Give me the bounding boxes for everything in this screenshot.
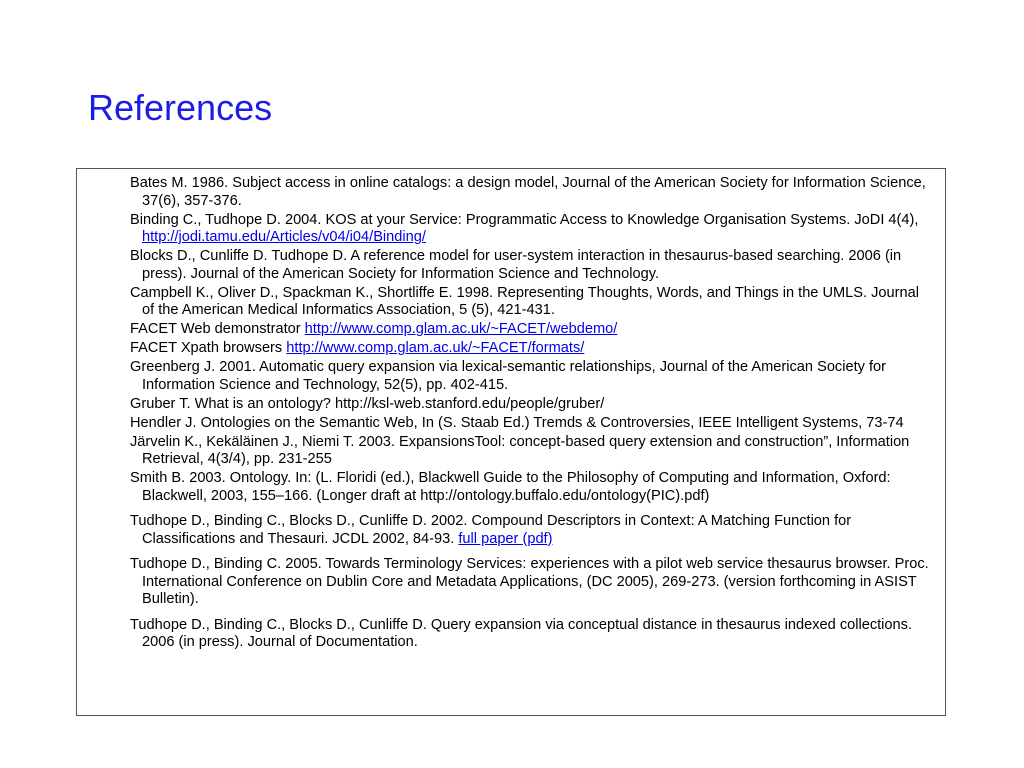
reference-text: Binding C., Tudhope D. 2004. KOS at your Service: Programmatic Access to Knowledge Organisation Systems. JoDI 4(4), xyxy=(130,211,919,228)
reference-text: FACET Xpath browsers xyxy=(130,340,287,356)
reference-item xyxy=(130,321,935,339)
reference-link[interactable]: http://jodi.tamu.edu/Articles/v04/i04/Binding/ xyxy=(142,229,426,245)
page-title: References xyxy=(88,87,273,128)
reference-link[interactable]: http://www.comp.glam.ac.uk/~FACET/formats/ xyxy=(286,340,585,356)
reference-link[interactable]: http://www.comp.glam.ac.uk/~FACET/webdemo/ xyxy=(304,321,618,337)
reference-text: Tudhope D., Binding C. 2005. Towards Terminology Services: experiences with a pilot web service thesaurus browser. Proc. International Conference on Dublin Core and Metadata Applications, (DC 2005), 269-273. (version forthcoming in ASIST Bulletin). xyxy=(130,556,929,607)
reference-text: Gruber T. What is an ontology? http://ksl-web.stanford.edu/people/gruber/ xyxy=(130,395,605,412)
reference-item xyxy=(130,556,935,609)
reference-text: Greenberg J. 2001. Automatic query expansion via lexical-semantic relationships, Journal of the American Society for Information Science and Technology, 52(5), pp. 402-415. xyxy=(130,359,887,393)
reference-item xyxy=(130,340,935,358)
reference-text: Tudhope D., Binding C., Blocks D., Cunliffe D. Query expansion via conceptual distance in thesaurus indexed collections. 2006 (in press). Journal of Documentation. xyxy=(130,616,913,650)
references-box xyxy=(76,168,946,716)
reference-text: Hendler J. Ontologies on the Semantic Web, In (S. Staab Ed.) Tremds & Controversies, IEEE Intelligent Systems, 73-74 xyxy=(130,414,904,431)
reference-item xyxy=(130,617,935,652)
reference-item xyxy=(130,513,935,548)
reference-text: FACET Web demonstrator xyxy=(130,321,305,337)
reference-item xyxy=(130,396,935,414)
reference-item xyxy=(130,175,935,210)
reference-item xyxy=(130,434,935,469)
reference-text: Bates M. 1986. Subject access in online catalogs: a design model, Journal of the American Society for Information Science, 37(6), 357-376. xyxy=(130,175,926,209)
full-paper-link[interactable]: full paper (pdf) xyxy=(458,530,553,547)
reference-item xyxy=(130,470,935,505)
reference-item xyxy=(130,248,935,283)
reference-item xyxy=(130,285,935,320)
reference-text: Tudhope D., Binding C., Blocks D., Cunliffe D. 2002. Compound Descriptors in Context: A Matching Function for Classifications and Thesauri. JCDL 2002, 84-93. xyxy=(130,513,852,547)
reference-text: Campbell K., Oliver D., Spackman K., Shortliffe E. 1998. Representing Thoughts, Words, and Things in the UMLS. Journal of the American Medical Informatics Association, 5 (5), 421-431. xyxy=(130,284,920,318)
reference-item xyxy=(130,359,935,394)
reference-item xyxy=(130,415,935,433)
reference-text: Blocks D., Cunliffe D. Tudhope D. A reference model for user-system interaction in thesaurus-based searching. 2006 (in press). Journal of the American Society for Information Science and Technology. xyxy=(130,248,902,282)
reference-text: Järvelin K., Kekäläinen J., Niemi T. 2003. ExpansionsTool: concept-based query extension and construction”, Information Retrieval, 4(3/4), pp. 231-255 xyxy=(130,433,910,467)
reference-item xyxy=(130,212,935,247)
reference-text: Smith B. 2003. Ontology. In: (L. Floridi (ed.), Blackwell Guide to the Philosophy of Computing and Information, Oxford: Blackwell, 2003, 155–166. (Longer draft at http://ontology.buffalo.edu/ontology(PIC).pdf) xyxy=(130,470,891,504)
